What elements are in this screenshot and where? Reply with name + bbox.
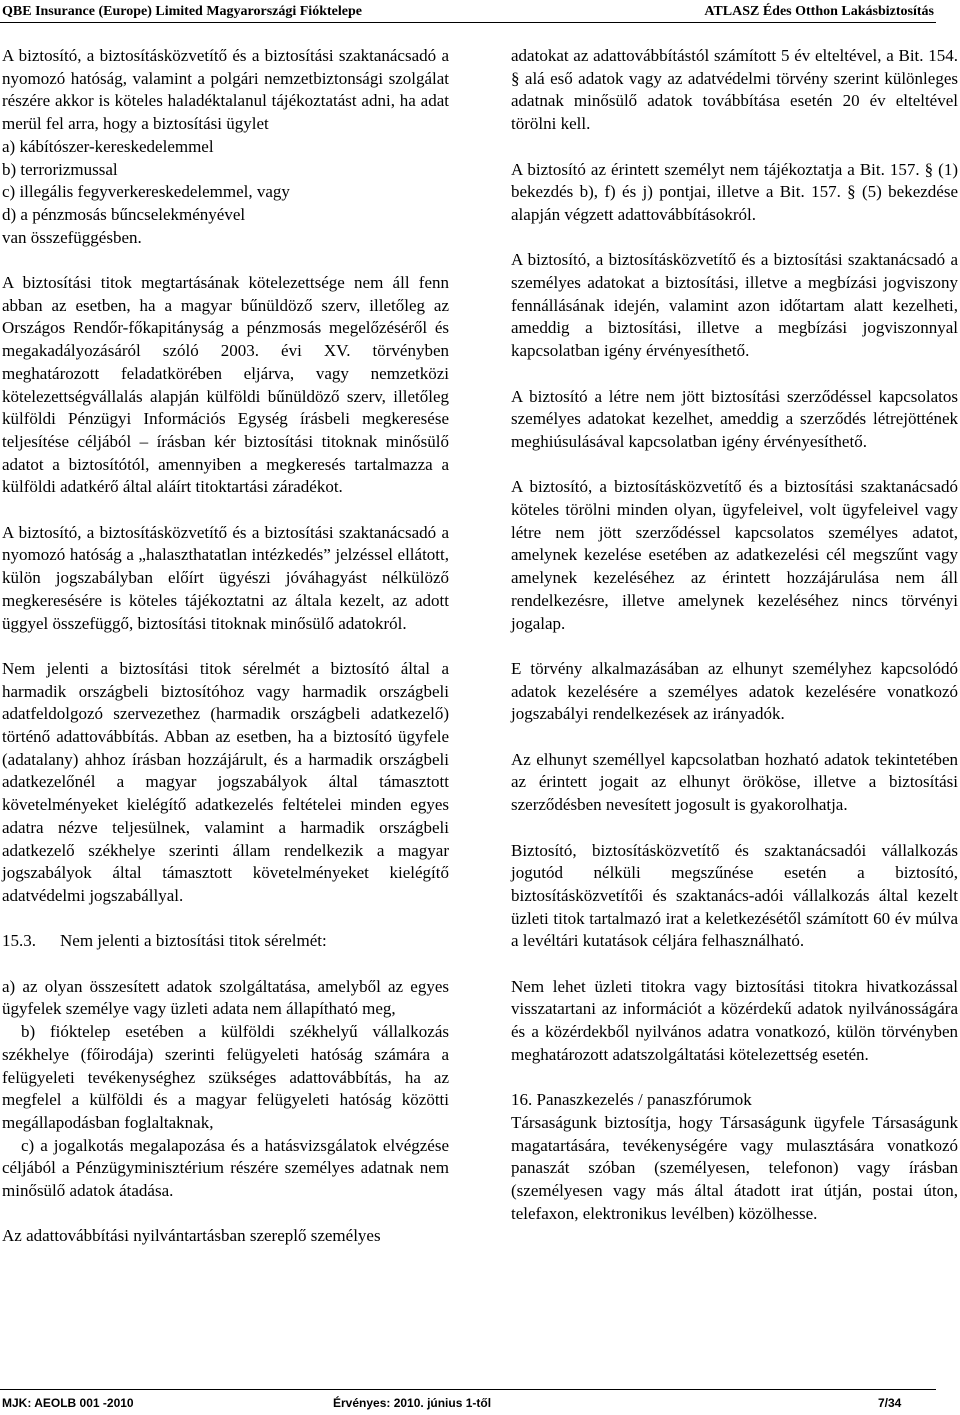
paragraph: E törvény alkalmazásában az elhunyt személyhez kapcsolódó adatok kezelésére a személyes adatok kezelésére vonatkozó jogszabályi rendelkezések az irányadók.	[511, 658, 958, 724]
paragraph: Az adattovábbítási nyilvántartásban szereplő személyes	[2, 1226, 381, 1246]
section-heading: 16. Panaszkezelés / panaszfórumok	[511, 1090, 752, 1110]
paragraph: A biztosító az érintett személyt nem tájékoztatja a Bit. 157. § (1) bekezdés b), f) és j) pontjai, illetve a Bit. 157. § (5) bekezdése alapján végzett adattovábbításokról.	[511, 159, 958, 224]
header-rule	[0, 22, 936, 23]
list-item: van összefüggésben.	[2, 227, 142, 247]
footer-document-code: MJK: AEOLB 001 -2010	[2, 1396, 134, 1410]
page-footer	[0, 1389, 960, 1409]
list-item: b) fióktelep esetében a külföldi székhelyű vállalkozás székhelye (főirodája) szerinti felügyeleti hatóság számára a felügyeleti tevékenységhez szükséges adattovábbítás, ha az megfelel a külföldi és a magyar felügyeleti hatóság közötti megállapodásban foglaltaknak,	[2, 1022, 449, 1132]
page-header	[0, 0, 960, 26]
list-item: a) az olyan összesített adatok szolgáltatása, amelyből az egyes ügyfelek személye vagy üzleti adata nem állapítható meg,	[2, 976, 449, 1019]
paragraph: A biztosító, a biztosításközvetítő és a biztosítási szaktanácsadó a személyes adatokat a biztosítási, illetve a megbízási jogviszony fennállásának idején, valamint azon időtartam alatt kezelheti, ameddig a biztosítási, illetve a megbízási jogviszonnyal kapcsolatban igény érvényesíthető.	[511, 250, 958, 361]
paragraph: Nem jelenti a biztosítási titok sérelmét a biztosító által a harmadik országbeli biztosítóhoz vagy harmadik országbeli adatfeldolgozó szervezethez (harmadik országbeli adatkezelő) történő adattovábbítás. Abban az esetben, ha a biztosító ügyfele (adatalany) ahhoz írásban hozzájárult, és a harmadik országbeli adatkezelőnél a magyar jogszabályok által támasztott követelményeket kielégítő adatkezelés feltételei minden egyes adatra nézve teljesülnek, valamint a harmadik országbeli adatkezelő székhelye szerinti állam rendelkezik a magyar jogszabályok által támasztott követelményeket kielégítő adatvédelmi jogszabállyal.	[2, 658, 449, 905]
paragraph: Biztosító, biztosításközvetítő és szaktanácsadói vállalkozás jogutód nélküli megszűnése esetén a biztosító, biztosításközvetítői és szaktanács-adói vállalkozás által kezelt üzleti titok tartalmazó irat a keletkezésétől számított 60 év múlva a levéltári kutatások céljára felhasználható.	[511, 840, 958, 951]
header-product-name: ATLASZ Édes Otthon Lakásbiztosítás	[704, 4, 934, 19]
paragraph: A biztosító, a biztosításközvetítő és a biztosítási szaktanácsadó köteles törölni minden olyan, ügyfeleivel, volt ügyfeleivel vagy létre nem jött szerződéssel kapcsolatos személyes adatot, amelynek kezelése esetében az adatkezelési cél megszűnt vagy amelynek kezeléséhez az érintett hozzájárulása nem áll rendelkezésre, illetve amelynek kezeléséhez nincs törvényi jogalap.	[511, 477, 958, 633]
section-title: Nem jelenti a biztosítási titok sérelmét:	[60, 931, 327, 951]
left-column	[2, 45, 449, 1248]
right-column	[511, 45, 958, 1225]
section-number: 15.3.	[2, 931, 36, 951]
paragraph: A biztosító, a biztosításközvetítő és a biztosítási szaktanácsadó a nyomozó hatóság a „halaszthatatlan intézkedés” jelzéssel ellátott, külön jogszabályban előírt ügyészi jóváhagyást nélkülöző megkeresésére is köteles tájékoztatni az általa kezelt, az adott üggyel összefüggő, biztosítási titoknak minősülő adatokról.	[2, 522, 449, 633]
footer-validity: Érvényes: 2010. június 1-től	[333, 1396, 492, 1410]
header-company-name: QBE Insurance (Europe) Limited Magyarországi Fióktelepe	[2, 4, 362, 19]
paragraph: A biztosító a létre nem jött biztosítási szerződéssel kapcsolatos személyes adatokat kezelhet, ameddig a szerződés létrejöttének meghiúsulásával kapcsolatban igény érvényesíthető.	[511, 386, 958, 451]
paragraph: A biztosítási titok megtartásának kötelezettsége nem áll fenn abban az esetben, ha a magyar bűnüldöző szerv, illetőleg az Országos Rendőr-főkapitányság a pénzmosás megelőzéséről és megakadályozásáról szóló 2003. évi XV. törvényben meghatározott feladatkörében eljárva, vagy nemzetközi kötelezettségvállalás alapján külföldi bűnüldöző szerv, illetőleg külföldi Pénzügyi Információs Egység írásbeli megkeresése teljesítése céljából – írásban kér biztosítási titoknak minősülő adatot a biztosítótól, amennyiben a megkeresés tartalmazza a külföldi adatkérő által aláírt titoktartási záradékot.	[2, 273, 449, 497]
list-item: b) terrorizmussal	[2, 159, 118, 179]
paragraph: A biztosító, a biztosításközvetítő és a biztosítási szaktanácsadó a nyomozó hatóság, valamint a polgári nemzetbiztonsági szolgálat részére akkor is köteles haladéktalanul tájékoztatást adni, ha adat merül fel arra, hogy a biztosítási ügylet	[2, 46, 449, 134]
section-heading	[2, 930, 449, 953]
paragraph: adatokat az adattovábbítástól számított 5 év elteltével, a Bit. 154. § alá eső adatok vagy az adatvédelmi törvény szerint különleges adatnak minősülő adatok továbbítása esetén 20 év elteltével törölni kell.	[511, 46, 958, 134]
offence-list	[2, 136, 449, 250]
list-item: d) a pénzmosás bűncselekményével	[2, 204, 246, 224]
paragraph: Nem lehet üzleti titokra vagy biztosítási titokra hivatkozással visszatartani az információt a közérdekű adatok nyilvánosságára és a közérdekből nyilvános adatra vonatkozó, külön törvényben meghatározott adatszolgáltatási kötelezettség esetén.	[511, 976, 958, 1064]
list-item: c) illegális fegyverkereskedelemmel, vagy	[2, 182, 290, 202]
paragraph: Az elhunyt személlyel kapcsolatban hozható adatok tekintetében az érintett jogait az elhunyt örököse, illetve a biztosítási szerződésben nevesített jogosult is gyakorolhatja.	[511, 749, 958, 815]
footer-rule	[0, 1389, 936, 1390]
paragraph: Társaságunk biztosítja, hogy Társaságunk ügyfele Társaságunk magatartására, tevékenységére vagy mulasztására vonatkozó panaszát szóban (személyesen, telefonon) vagy írásban (személyesen vagy más által átadott irat útján, postai úton, telefaxon, elektronikus levélben) közölhesse.	[511, 1112, 958, 1223]
list-item: a) kábítószer-kereskedelemmel	[2, 136, 214, 156]
list-item: c) a jogalkotás megalapozása és a hatásvizsgálatok elvégzése céljából a Pénzügyminisztérium részére személyes adatnak nem minősülő adatok átadása.	[2, 1135, 449, 1201]
page-number: 7/34	[878, 1396, 902, 1410]
